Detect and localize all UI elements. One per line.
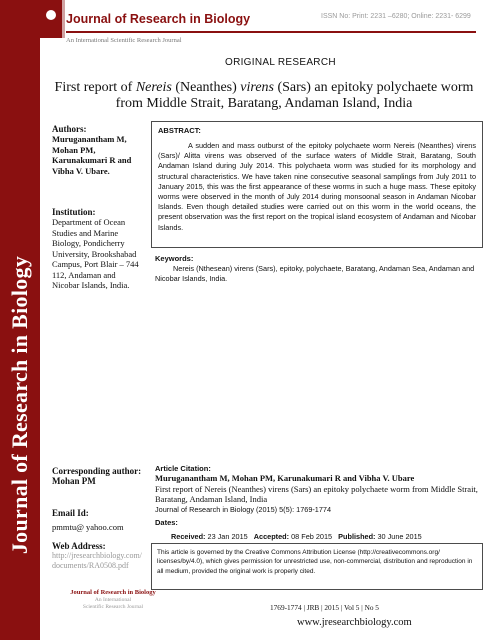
corresponding-heading: Corresponding author:	[52, 466, 142, 476]
authors-heading: Authors:	[52, 124, 87, 134]
footer-logo-line-3: Scientific Research Journal	[82, 603, 144, 610]
authors-block	[52, 124, 144, 176]
spine-journal-name: Journal of Research in Biology	[7, 255, 32, 555]
footer-journal-logo	[70, 589, 156, 611]
title-part-3: (Sars) an epitoky polychaete worm from Middle Strait, Baratang, Andaman Island, India	[115, 80, 474, 111]
email-value[interactable]: pmmtu@ yahoo.com	[52, 522, 124, 532]
citation-journal: Journal of Research in Biology (2015) 5(5): 1769-1774	[155, 504, 332, 514]
web-heading: Web Address:	[52, 541, 106, 551]
email-heading: Email Id:	[52, 508, 89, 518]
license-text: This article is governed by the Creative Commons Attribution License (http://creativecommons.org/ licenses/by/4.0), which gives permission for unrestricted use, non-commercial, distribution and reproduction in all medium, provided the original work is properly cited.	[157, 549, 473, 575]
accepted-label: Accepted:	[253, 532, 290, 541]
footer-website-link[interactable]: www.jresearchbiology.com	[297, 617, 412, 628]
footer-logo-line-2: An International	[94, 596, 132, 603]
header-divider	[66, 31, 476, 33]
institution-block	[52, 207, 144, 291]
title-genus: Nereis	[135, 80, 172, 95]
article-type-label: ORIGINAL RESEARCH	[225, 57, 336, 68]
citation-heading: Article Citation:	[155, 464, 211, 473]
keywords-heading: Keywords:	[155, 254, 194, 263]
journal-logo-mark	[46, 10, 56, 20]
web-document[interactable]: documents/RA0508.pdf	[52, 560, 129, 570]
footer-page-meta: 1769-1774 | JRB | 2015 | Vol 5 | No 5	[270, 603, 379, 612]
published-date: 30 June 2015	[377, 532, 422, 541]
institution-text: Department of Ocean Studies and Marine Biology, Pondicherry University, Brookshabad Campus, Port Blair – 744 112, Andaman and Nicobar Islands, India.	[52, 217, 139, 290]
received-label: Received:	[171, 532, 206, 541]
title-part-1: First report of	[54, 80, 136, 95]
article-title	[44, 80, 484, 112]
abstract-heading: ABSTRACT:	[158, 126, 201, 135]
published-label: Published:	[338, 532, 376, 541]
dates-line	[155, 532, 480, 541]
received-date: 23 Jan 2015	[207, 532, 248, 541]
web-url[interactable]: http://jresearchbiology.com/	[52, 551, 142, 560]
institution-heading: Institution:	[52, 207, 96, 217]
keywords-text: Nereis (Nthesean) virens (Sars), epitoky, polychaete, Baratang, Andaman Sea, Andaman and Nicobar Islands, India.	[155, 264, 475, 283]
footer-logo-line-1: Journal of Research in Biology	[70, 589, 156, 596]
title-species: virens	[240, 80, 274, 95]
accepted-date: 08 Feb 2015	[291, 532, 333, 541]
dates-heading: Dates:	[155, 518, 178, 527]
journal-title: Journal of Research in Biology	[66, 12, 251, 26]
license-box	[151, 543, 483, 590]
title-part-2: (Neanthes)	[171, 80, 241, 95]
citation-title: First report of Nereis (Neanthes) virens (Sars) an epitoky polychaete worm from Middle Strait, Baratang, Andaman Island, India	[155, 483, 478, 504]
citation-authors: Muruganantham M, Mohan PM, Karunakumari R and Vibha V. Ubare	[155, 473, 415, 483]
authors-names: Muruganantham M, Mohan PM, Karunakumari R and Vibha V. Ubare.	[52, 134, 132, 176]
journal-spine-band	[0, 0, 40, 640]
journal-subtitle: An International Scientific Research Journal	[66, 37, 182, 44]
web-block	[52, 541, 150, 570]
corresponding-name: Mohan PM	[52, 476, 96, 486]
dates-block	[155, 518, 480, 541]
abstract-box	[151, 121, 483, 248]
corresponding-block	[52, 466, 147, 486]
abstract-text: A sudden and mass outburst of the epitoky polychaete worm Nereis (Neanthes) virens (Sars)/ Alitta virens was observed of the surface waters of Middle Strait, Baratang, South Andaman Island during July 2014. This polychaeta worm was studied for its morphology and structural characteristics. We have taken nine consecutive seasonal samplings from July 2011 to January 2015, this was the first appearance of these worms in such a huge mass. These epitoky worms were observed in the month of July 2014 during monsoonal season in Andaman Nicobar Islands. Even though detailed studies were carried out on this worm in the world oceans, the present observation was the first report on the tropical island ecosystem of Andaman and Nicobar Islands.	[158, 141, 476, 232]
issn-line: ISSN No: Print: 2231 –6280; Online: 2231- 6299	[321, 13, 471, 20]
citation-block	[155, 464, 480, 515]
email-block	[52, 508, 147, 533]
